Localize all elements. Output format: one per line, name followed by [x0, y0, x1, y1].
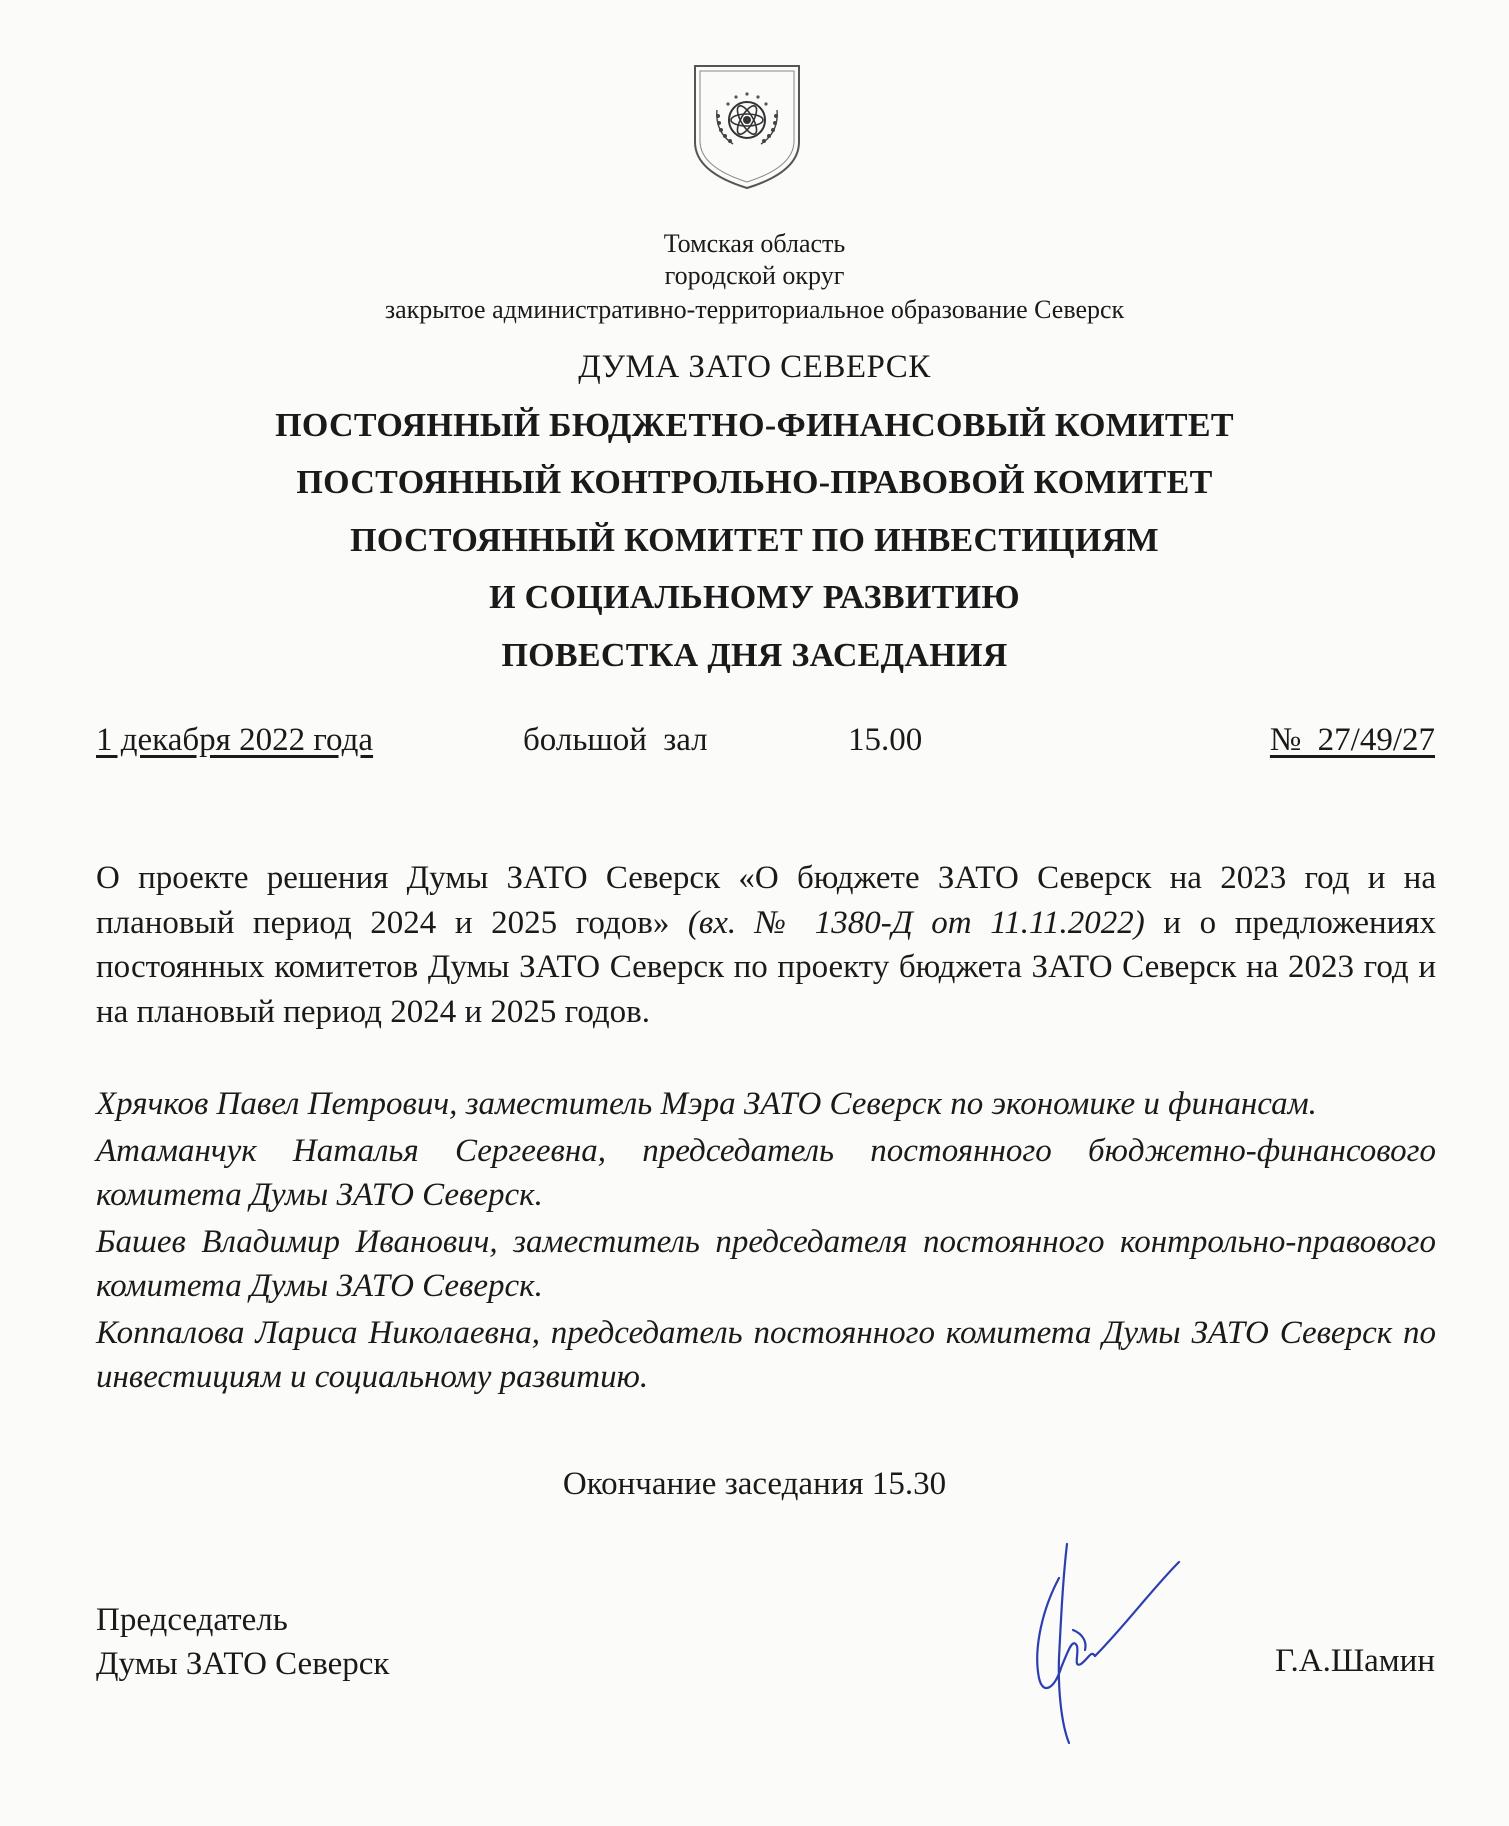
- signatory-role: [96, 1598, 389, 1686]
- speaker-item: Хрячков Павел Петрович, заместитель Мэра ЗАТО Северск по экономике и финансам.: [96, 1086, 1317, 1122]
- agenda-topic: [96, 856, 1436, 1034]
- coat-of-arms-emblem: [689, 60, 805, 193]
- speaker-item: Башев Владимир Иванович, заместитель председателя постоянного контрольно-правового комитета Думы ЗАТО Северск.: [96, 1223, 1436, 1304]
- meeting-time: 15.00: [848, 722, 923, 758]
- meeting-closing: Окончание заседания 15.30: [562, 1466, 947, 1502]
- speakers-list: [96, 1082, 1436, 1402]
- meeting-date: 1 декабря 2022 года: [96, 722, 374, 758]
- topic-text-part2: и о предложениях постоянных комитетов Думы ЗАТО Северск по проекту бюджета ЗАТО Северск на 2023 год и на плановый период 2024 и 2025 годов.: [96, 904, 1437, 1030]
- signatory-name: Г.А.Шамин: [1275, 1643, 1435, 1679]
- zato-line: закрытое административно-территориальное образование Северск: [384, 295, 1125, 324]
- signatory-role-line2: Думы ЗАТО Северск: [96, 1646, 390, 1682]
- meeting-hall: большой зал: [523, 722, 708, 758]
- duma-title: ДУМА ЗАТО СЕВЕРСК: [578, 349, 931, 385]
- committee-investments-line2: И СОЦИАЛЬНОМУ РАЗВИТИЮ: [489, 579, 1020, 616]
- topic-reference: (вх. № 1380-Д от 11.11.2022): [687, 904, 1145, 941]
- committee-investments-line1: ПОСТОЯННЫЙ КОМИТЕТ ПО ИНВЕСТИЦИЯМ: [350, 522, 1159, 559]
- signatory-role-line1: Председатель: [96, 1602, 288, 1638]
- agenda-title: ПОВЕСТКА ДНЯ ЗАСЕДАНИЯ: [501, 637, 1008, 674]
- topic-text-part1: О проекте решения Думы ЗАТО Северск «О бюджете ЗАТО Северск на 2023 год и на плановый период 2024 и 2025 годов»: [96, 860, 1436, 941]
- region-line: Томская область: [663, 229, 846, 258]
- meeting-number: № 27/49/27: [1269, 722, 1435, 758]
- speaker-item: Коппалова Лариса Николаевна, председатель постоянного комитета Думы ЗАТО Северск по инвестициям и социальному развитию.: [96, 1314, 1436, 1395]
- district-line: городской округ: [664, 261, 845, 290]
- committee-control-legal: ПОСТОЯННЫЙ КОНТРОЛЬНО-ПРАВОВОЙ КОМИТЕТ: [296, 464, 1213, 501]
- speaker-item: Атаманчук Наталья Сергеевна, председатель постоянного бюджетно-финансового комитета Думы ЗАТО Северск.: [96, 1132, 1436, 1213]
- committee-budget-finance: ПОСТОЯННЫЙ БЮДЖЕТНО-ФИНАНСОВЫЙ КОМИТЕТ: [275, 407, 1234, 444]
- handwritten-signature: [1003, 1538, 1193, 1748]
